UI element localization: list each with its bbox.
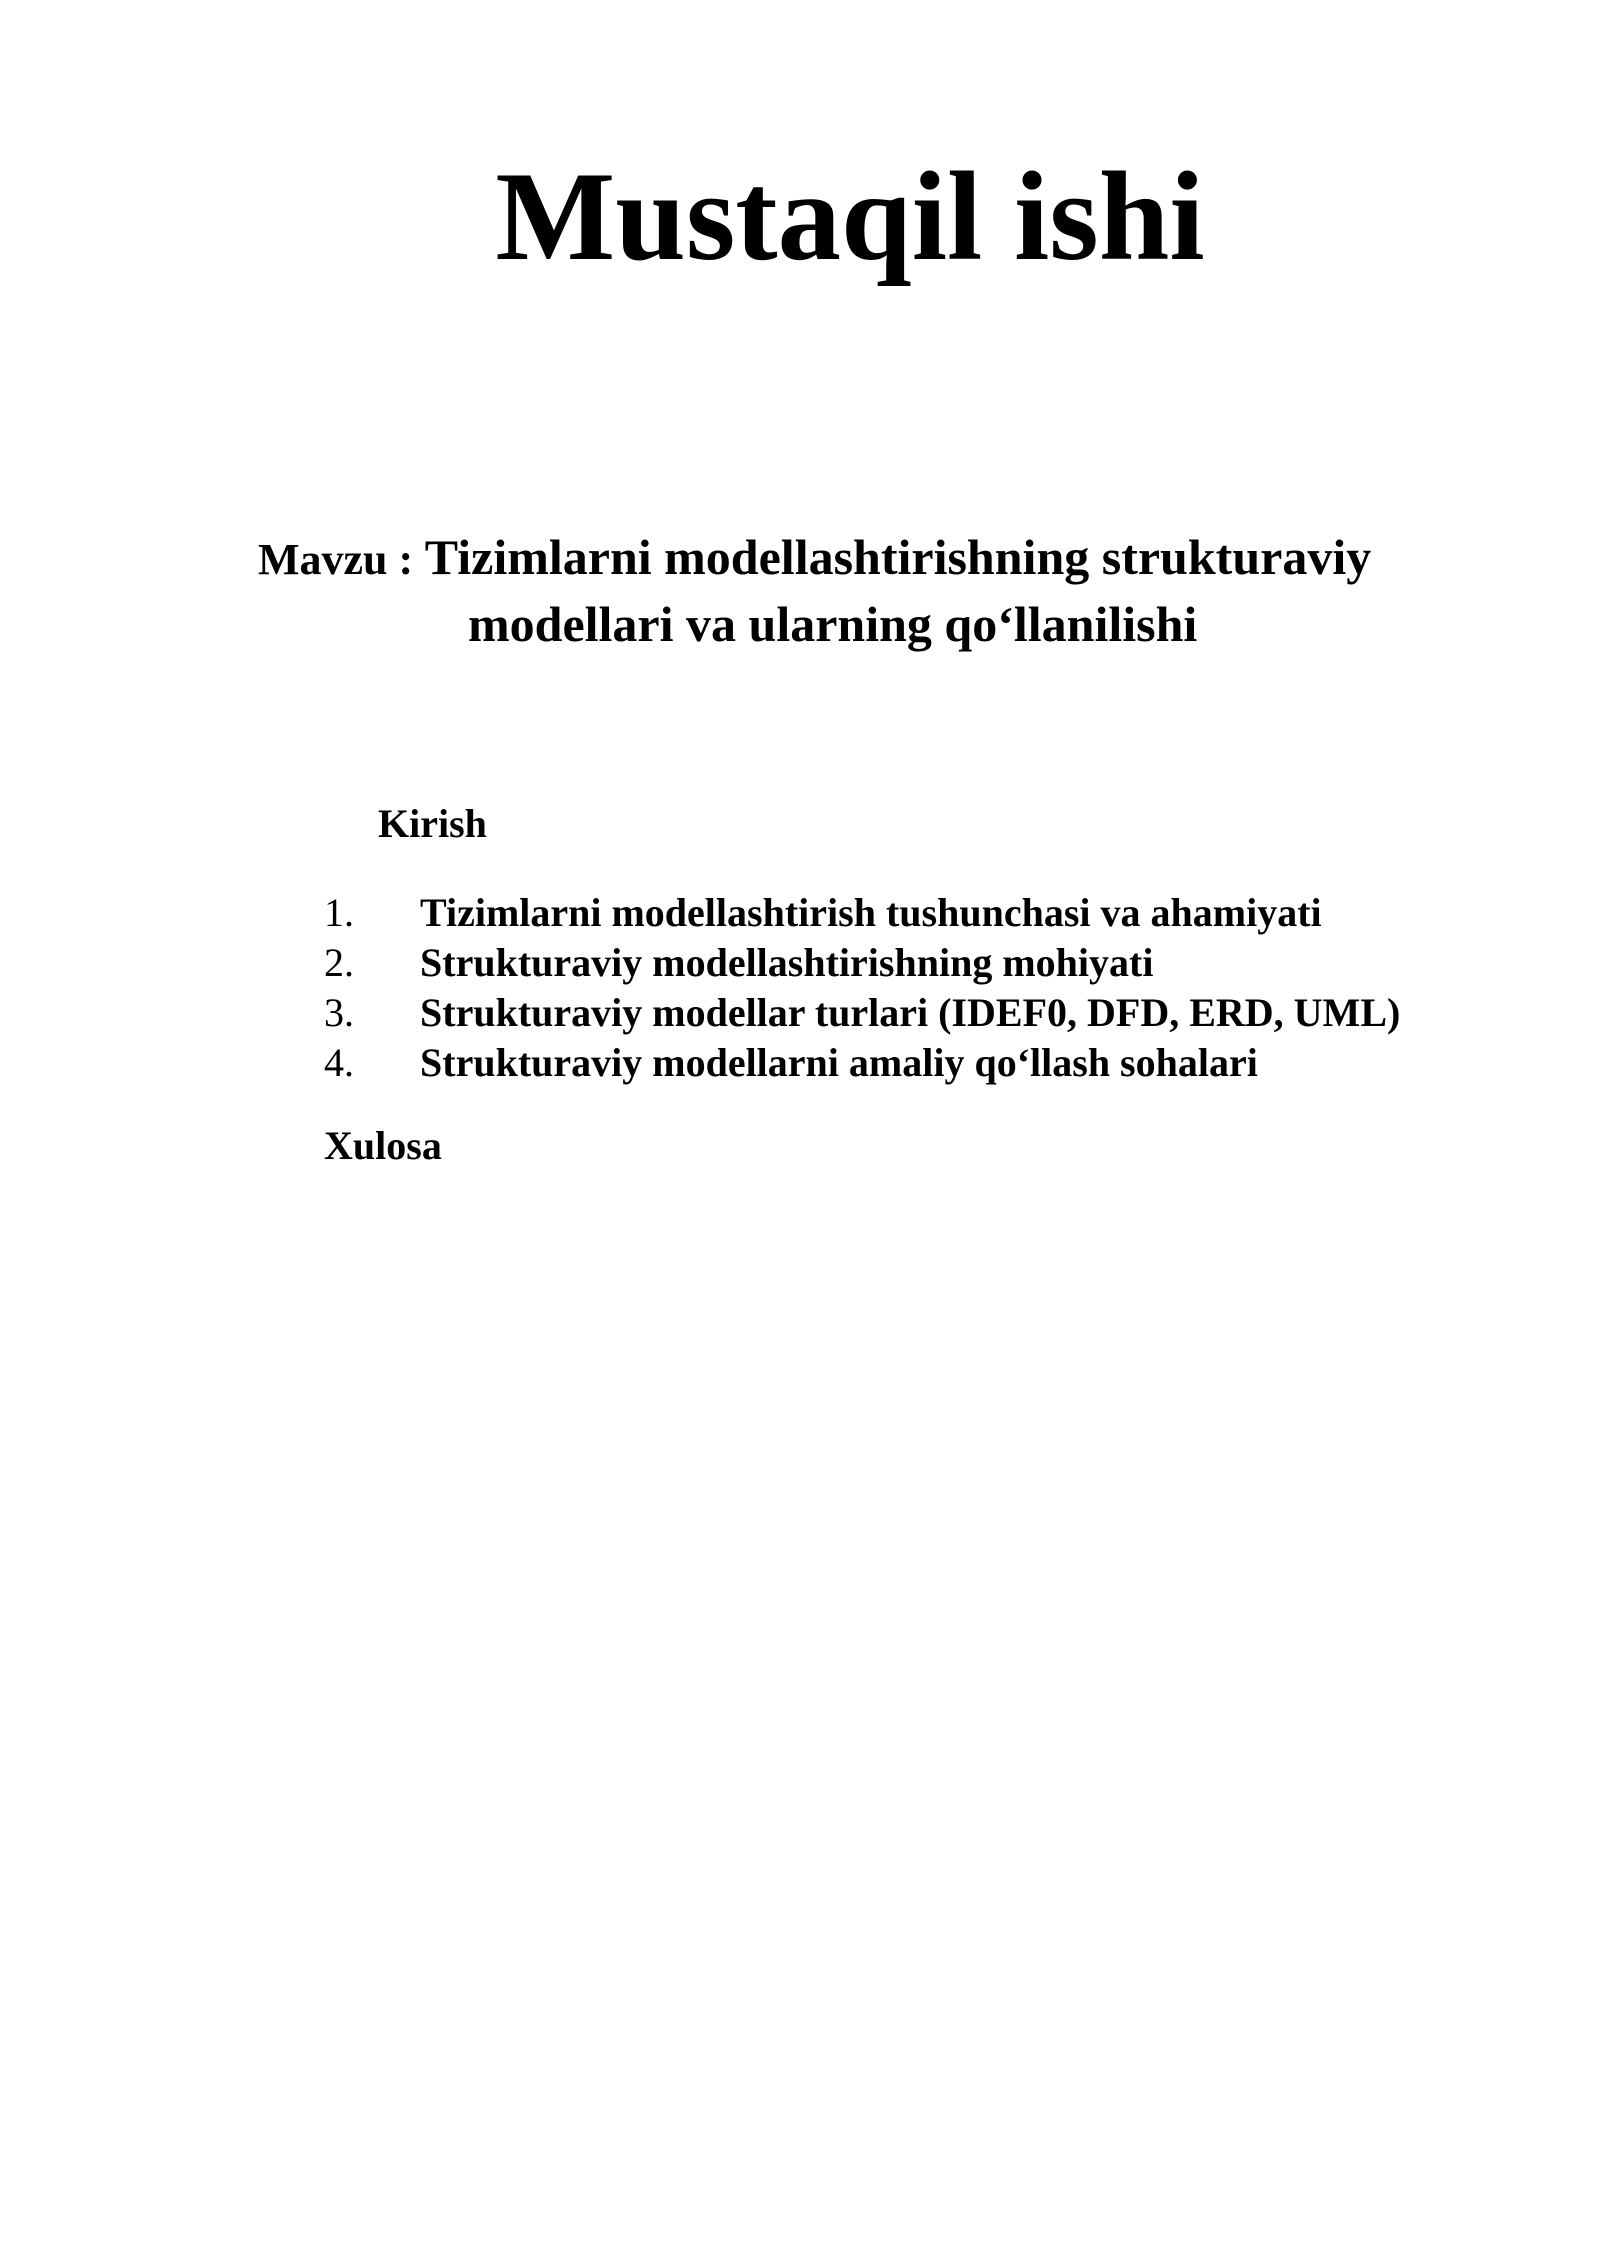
conclusion-heading: Xulosa — [324, 1123, 442, 1168]
topic-line-1 — [258, 525, 1498, 592]
toc-item-text: Strukturaviy modellar turlari (IDEF0, DFD, ERD, UML) — [420, 990, 1401, 1035]
topic-line-2: modellari va ularning qo‘llanilishi — [468, 596, 1198, 652]
toc-item-3 — [324, 988, 1400, 1038]
toc-item-1 — [324, 888, 1400, 938]
toc-item-text: Strukturaviy modellarni amaliy qo‘llash sohalari — [420, 1040, 1258, 1085]
toc-item-text: Strukturaviy modellashtirishning mohiyati — [420, 940, 1154, 985]
topic-label: Mavzu : — [258, 535, 414, 584]
toc-item-4 — [324, 1038, 1400, 1088]
page-title: Mustaqil ishi — [495, 147, 1205, 287]
toc-item-number: 2. — [324, 940, 354, 985]
intro-heading: Kirish — [378, 801, 487, 846]
table-of-contents — [324, 888, 1400, 1088]
toc-item-text: Tizimlarni modellashtirish tushunchasi va ahamiyati — [420, 890, 1322, 935]
topic-text-1: Tizimlarni modellashtirishning strukturaviy — [424, 529, 1372, 585]
topic-block — [258, 525, 1498, 656]
toc-item-number: 4. — [324, 1040, 354, 1085]
toc-item-number: 1. — [324, 890, 354, 935]
toc-item-2 — [324, 938, 1400, 988]
toc-item-number: 3. — [324, 990, 354, 1035]
